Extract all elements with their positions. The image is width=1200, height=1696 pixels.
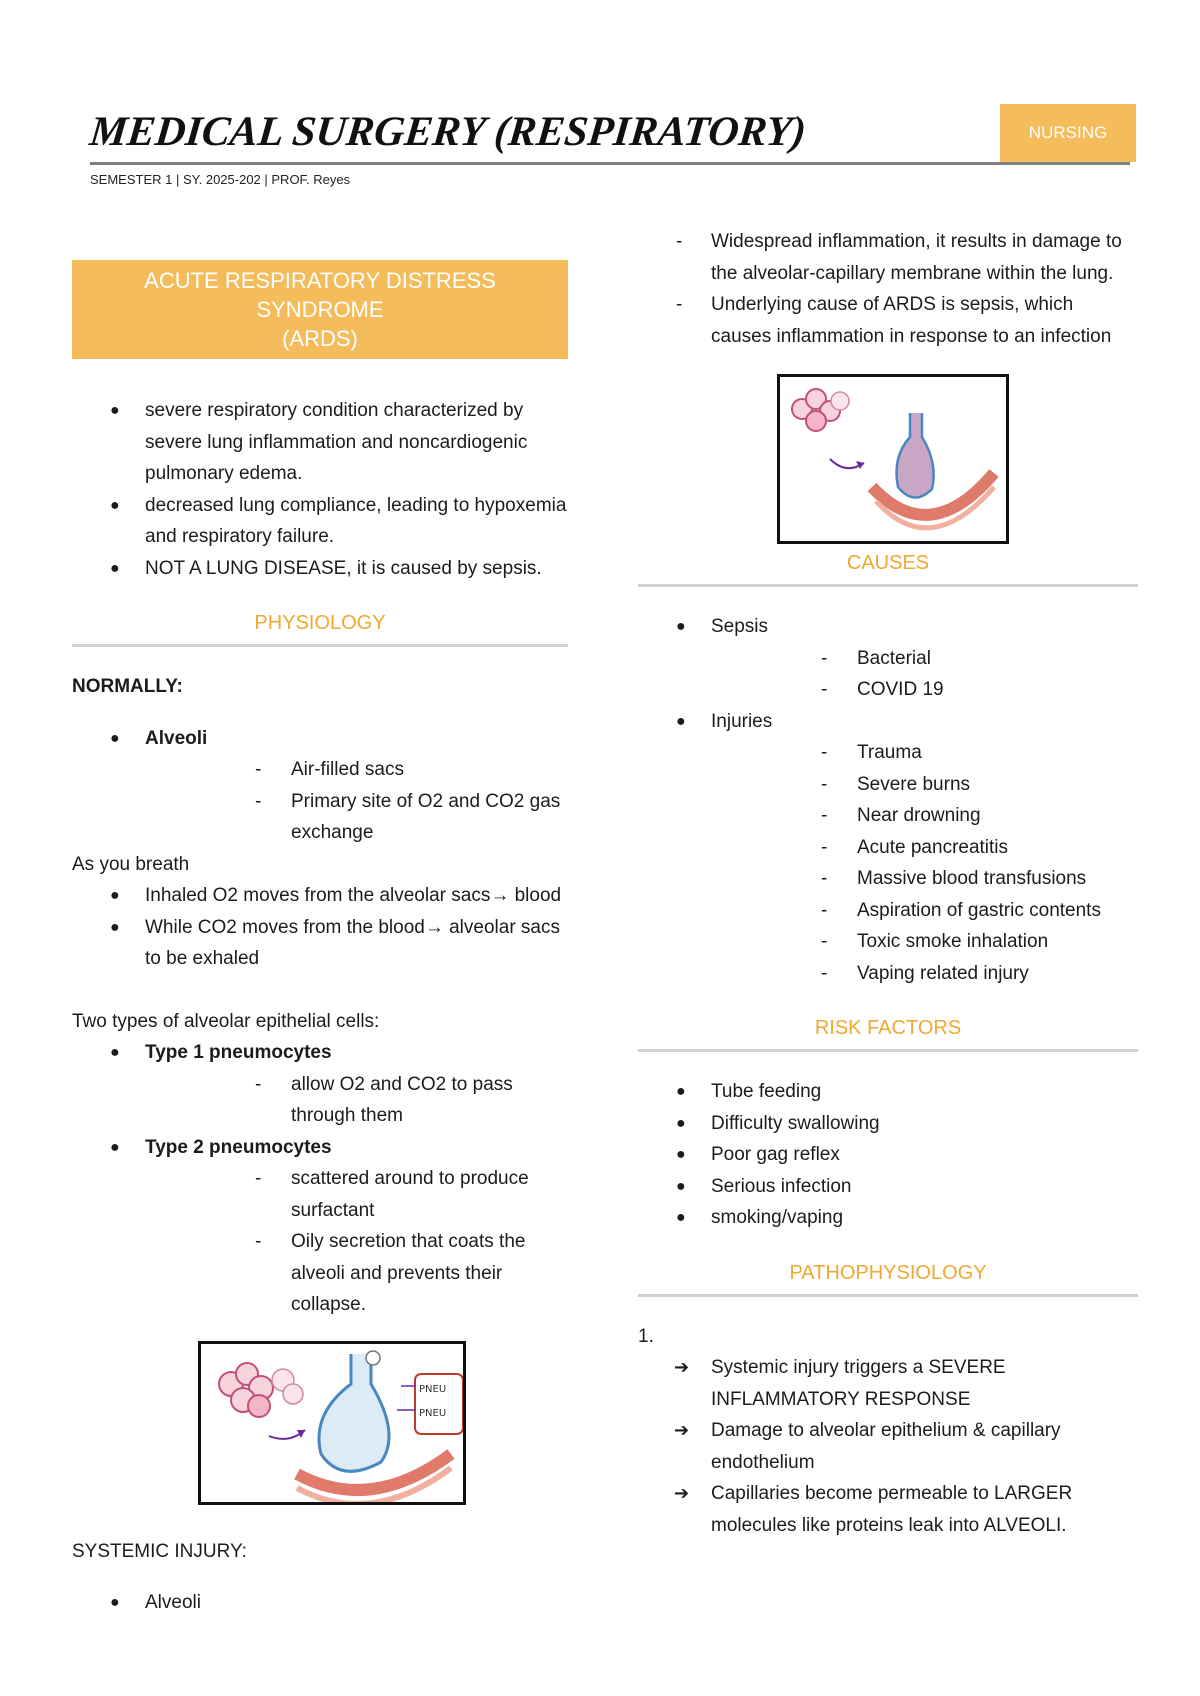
bullet-icon: ● bbox=[676, 712, 686, 730]
dash-icon: - bbox=[676, 231, 683, 252]
bullet-icon: ● bbox=[110, 918, 120, 936]
list-item: - Severe burns bbox=[711, 769, 1138, 801]
arrow-right-icon: ➔ bbox=[674, 1357, 690, 1377]
bullet-icon: ● bbox=[676, 1114, 686, 1132]
banner-line-2: (ARDS) bbox=[282, 326, 358, 351]
risk-factors-heading: RISK FACTORS bbox=[638, 1013, 1138, 1052]
list-item: - Primary site of O2 and CO2 gas exchange bbox=[145, 786, 568, 849]
breath-label: As you breath bbox=[72, 853, 190, 875]
figure-tag: PNEU bbox=[419, 1407, 447, 1419]
alveolus-figure bbox=[198, 1341, 466, 1505]
list-item: ● Sepsis - Bacterial - COVID 19 bbox=[638, 611, 1138, 706]
list-item: - Widespread inflammation, it results in damage to the alveolar-capillary membrane within the lung. bbox=[638, 226, 1138, 289]
list-item: ● Type 1 pneumocytes - allow O2 and CO2 to pass through them bbox=[72, 1037, 568, 1132]
list-item: - Underlying cause of ARDS is sepsis, which causes inflammation in response to an infection bbox=[638, 289, 1138, 352]
bullet-icon: ● bbox=[676, 1083, 686, 1100]
type2-sublist bbox=[145, 1163, 568, 1321]
causes-list bbox=[638, 611, 1138, 989]
dash-icon: - bbox=[821, 773, 828, 795]
injuries-sublist bbox=[711, 737, 1138, 989]
systemic-list bbox=[72, 1587, 568, 1619]
dash-icon: - bbox=[821, 742, 828, 763]
dash-icon: - bbox=[821, 868, 828, 889]
list-item: - Trauma bbox=[711, 737, 1138, 769]
course-meta: SEMESTER 1 | SY. 2025-202 | PROF. Reyes bbox=[90, 172, 351, 187]
injured-alveolus-figure bbox=[777, 374, 1009, 544]
left-column bbox=[72, 260, 568, 1619]
dash-icon: - bbox=[821, 679, 828, 700]
banner-line-1: ACUTE RESPIRATORY DISTRESS SYNDROME bbox=[144, 268, 496, 322]
bullet-icon: ● bbox=[676, 1177, 686, 1195]
causes-heading: CAUSES bbox=[638, 548, 1138, 587]
list-item: ● NOT A LUNG DISEASE, it is caused by sepsis. bbox=[72, 553, 568, 585]
subject-badge: NURSING bbox=[1000, 104, 1136, 162]
list-item: ● Type 2 pneumocytes - scattered around to produce surfactant - Oily secretion that coats the alveoli and prevents their collapse. bbox=[72, 1132, 568, 1321]
list-item: ● Alveoli bbox=[72, 1587, 568, 1619]
list-item: ● Serious infection bbox=[638, 1171, 1138, 1203]
list-item: ➔ Damage to alveolar epithelium & capillary endothelium bbox=[638, 1415, 1138, 1478]
list-item: ● While CO2 moves from the blood→ alveolar sacs to be exhaled bbox=[72, 912, 568, 975]
dash-icon: - bbox=[255, 1168, 262, 1189]
bullet-icon: ● bbox=[676, 1146, 686, 1163]
dash-icon: - bbox=[255, 790, 262, 812]
ards-banner bbox=[72, 260, 568, 359]
list-item: ● Inhaled O2 moves from the alveolar sacs→ blood bbox=[72, 880, 568, 912]
normally-label: NORMALLY: bbox=[72, 676, 183, 697]
dash-icon: - bbox=[255, 759, 262, 780]
title-divider bbox=[90, 162, 1130, 165]
list-item: - Vaping related injury bbox=[711, 958, 1138, 990]
type1-sublist bbox=[145, 1069, 568, 1132]
list-item: ● Injuries - Trauma - Severe burns - Near drowning - Acute pancreatitis - Massive blood transfusions - Aspiration of gastric contents - Toxic smoke inhalation - Vaping related injury bbox=[638, 706, 1138, 990]
list-item: - COVID 19 bbox=[711, 674, 1138, 706]
dash-icon: - bbox=[821, 647, 828, 669]
alveolus-illustration bbox=[201, 1344, 463, 1502]
list-item: ● Poor gag reflex bbox=[638, 1139, 1138, 1171]
risk-factors-list bbox=[638, 1076, 1138, 1234]
list-item: - Air-filled sacs bbox=[145, 754, 568, 786]
pathophysiology-heading: PATHOPHYSIOLOGY bbox=[638, 1258, 1138, 1297]
list-item: ● decreased lung compliance, leading to hypoxemia and respiratory failure. bbox=[72, 490, 568, 553]
bullet-icon: ● bbox=[110, 496, 120, 514]
arrow-right-icon: ➔ bbox=[674, 1483, 690, 1503]
list-item: - allow O2 and CO2 to pass through them bbox=[145, 1069, 568, 1132]
dash-icon: - bbox=[676, 294, 683, 315]
pathophysiology-list bbox=[638, 1352, 1138, 1541]
bullet-icon: ● bbox=[676, 618, 686, 635]
list-item: ➔ Systemic injury triggers a SEVERE INFLAMMATORY RESPONSE bbox=[638, 1352, 1138, 1415]
dash-icon: - bbox=[255, 1073, 262, 1095]
cell-types-label: Two types of alveolar epithelial cells: bbox=[72, 1010, 380, 1032]
list-item: ● Alveoli - Air-filled sacs - Primary site of O2 and CO2 gas exchange bbox=[72, 723, 568, 849]
right-column bbox=[638, 226, 1138, 1541]
patho-step-number: 1. bbox=[638, 1325, 654, 1347]
bullet-icon: ● bbox=[110, 1044, 120, 1061]
systemic-injury-label: SYSTEMIC INJURY: bbox=[72, 1540, 247, 1562]
list-item: - scattered around to produce surfactant bbox=[145, 1163, 568, 1226]
dash-icon: - bbox=[821, 899, 828, 921]
dash-icon: - bbox=[255, 1231, 262, 1252]
arrow-right-icon: ➔ bbox=[674, 1420, 690, 1440]
physiology-heading: PHYSIOLOGY bbox=[72, 608, 568, 647]
bullet-icon: ● bbox=[110, 402, 120, 419]
sepsis-sublist bbox=[711, 643, 1138, 706]
injured-alveolus-illustration bbox=[780, 377, 1006, 541]
bullet-icon: ● bbox=[110, 887, 120, 904]
list-item: - Oily secretion that coats the alveoli and prevents their collapse. bbox=[145, 1226, 568, 1321]
bullet-icon: ● bbox=[676, 1209, 686, 1226]
list-item: ● Difficulty swallowing bbox=[638, 1108, 1138, 1140]
bullet-icon: ● bbox=[110, 559, 120, 577]
bullet-icon: ● bbox=[110, 1594, 120, 1611]
intro-list bbox=[72, 395, 568, 584]
bullet-icon: ● bbox=[110, 1138, 120, 1156]
list-item: ➔ Capillaries become permeable to LARGER molecules like proteins leak into ALVEOLI. bbox=[638, 1478, 1138, 1541]
list-item: - Near drowning bbox=[711, 800, 1138, 832]
alveoli-sublist bbox=[145, 754, 568, 849]
list-item: - Acute pancreatitis bbox=[711, 832, 1138, 864]
figure-tag: PNEU bbox=[419, 1383, 447, 1395]
dash-icon: - bbox=[821, 836, 828, 858]
alveoli-list bbox=[72, 723, 568, 849]
list-item: - Massive blood transfusions bbox=[711, 863, 1138, 895]
list-item: - Bacterial bbox=[711, 643, 1138, 675]
bullet-icon: ● bbox=[110, 729, 120, 747]
dash-icon: - bbox=[821, 805, 828, 826]
page-title: MEDICAL SURGERY (RESPIRATORY) bbox=[87, 109, 809, 155]
list-item: ● severe respiratory condition characterized by severe lung inflammation and noncardiogenic pulmonary edema. bbox=[72, 395, 568, 490]
dash-icon: - bbox=[821, 962, 828, 984]
list-item: - Toxic smoke inhalation bbox=[711, 926, 1138, 958]
list-item: - Aspiration of gastric contents bbox=[711, 895, 1138, 927]
list-item: ● smoking/vaping bbox=[638, 1202, 1138, 1234]
breath-list bbox=[72, 880, 568, 975]
dash-icon: - bbox=[821, 931, 828, 952]
ards-description-list bbox=[638, 226, 1138, 352]
cell-types-list bbox=[72, 1037, 568, 1321]
list-item: ● Tube feeding bbox=[638, 1076, 1138, 1108]
